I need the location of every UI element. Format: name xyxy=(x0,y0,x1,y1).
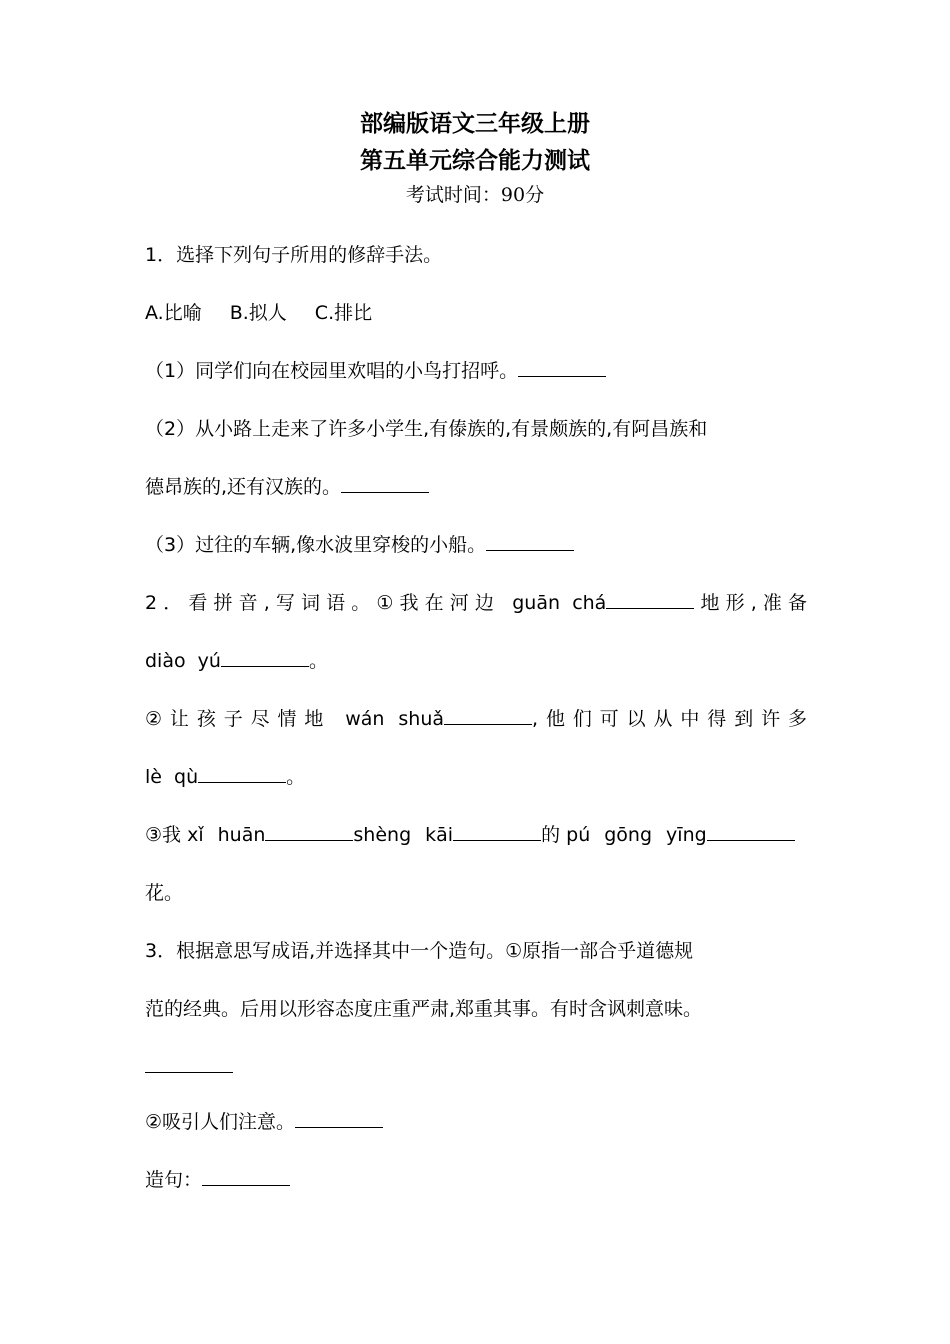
q1-item-3 xyxy=(145,531,807,559)
q2-line-1 xyxy=(145,589,807,617)
q2-de: 的 xyxy=(541,824,561,846)
pinyin: huān xyxy=(217,824,266,846)
q2-line-2 xyxy=(145,705,807,733)
q3-line-2: 范的经典。后用以形容态度庄重严肃,郑重其事。有时含讽刺意味。 xyxy=(145,998,703,1020)
pinyin: yīng xyxy=(666,824,707,846)
q3-make-sentence xyxy=(145,1166,807,1194)
pinyin: xǐ xyxy=(187,824,204,846)
q2-line-3 xyxy=(145,821,807,849)
q3-line-1: 3．根据意思写成语,并选择其中一个造句。①原指一部合乎道德规 xyxy=(145,940,694,962)
q2-line-3-cont: 花。 xyxy=(145,882,184,904)
q1-stem: 1．选择下列句子所用的修辞手法。 xyxy=(145,244,443,266)
q2-line-2-prefix: ②让孩子尽情地 xyxy=(145,708,332,730)
answer-blank[interactable] xyxy=(221,648,309,667)
pinyin: pú xyxy=(566,824,591,846)
answer-blank[interactable] xyxy=(518,358,606,377)
q1-item-1 xyxy=(145,357,807,385)
pinyin: chá xyxy=(572,592,607,614)
q2-line-2-suffix: ,他们可以从中得到许多 xyxy=(532,708,807,730)
answer-blank[interactable] xyxy=(486,532,574,551)
q2-line-3-prefix: ③我 xyxy=(145,824,182,846)
q3-blank-line xyxy=(145,1053,807,1081)
answer-blank[interactable] xyxy=(202,1167,290,1186)
answer-blank[interactable] xyxy=(198,764,286,783)
pinyin: kāi xyxy=(425,824,454,846)
make-sentence-label: 造句： xyxy=(145,1169,203,1191)
q1-option-b: B.拟人 xyxy=(229,302,287,324)
q1-options xyxy=(145,299,807,327)
answer-blank[interactable] xyxy=(707,822,795,841)
exam-time: 考试时间：90分 xyxy=(405,184,545,206)
q1-item-3-text: （3）过往的车辆,像水波里穿梭的小船。 xyxy=(145,534,487,556)
answer-blank[interactable] xyxy=(265,822,353,841)
q3-item-2-text: ②吸引人们注意。 xyxy=(145,1111,296,1133)
pinyin: diào yú xyxy=(145,650,221,672)
q2-line-1-prefix: 2．看拼音,写词语。①我在河边 xyxy=(145,592,501,614)
q2-line-1-cont xyxy=(145,647,807,675)
q1-item-2-line-1: （2）从小路上走来了许多小学生,有傣族的,有景颇族的,有阿昌族和 xyxy=(145,418,708,440)
q1-option-c: C.排比 xyxy=(314,302,373,324)
q1-option-a: A.比喻 xyxy=(145,302,202,324)
q3-item-2 xyxy=(145,1108,807,1136)
answer-blank[interactable] xyxy=(444,706,532,725)
punctuation: 。 xyxy=(286,766,306,788)
answer-blank[interactable] xyxy=(145,1054,233,1073)
q2-line-1-suffix: 地形,准备 xyxy=(694,592,807,614)
pinyin: guān xyxy=(512,592,561,614)
pinyin: shèng xyxy=(353,824,412,846)
pinyin: gōng xyxy=(604,824,653,846)
title-line-2: 第五单元综合能力测试 xyxy=(360,148,590,174)
q1-item-2-text: 德昂族的,还有汉族的。 xyxy=(145,476,342,498)
q1-item-1-text: （1）同学们向在校园里欢唱的小鸟打招呼。 xyxy=(145,360,519,382)
answer-blank[interactable] xyxy=(453,822,541,841)
punctuation: 。 xyxy=(308,650,328,672)
pinyin: shuǎ xyxy=(398,708,445,730)
pinyin: lè qù xyxy=(145,766,199,788)
q1-item-2-line-2 xyxy=(145,473,807,501)
answer-blank[interactable] xyxy=(606,590,694,609)
pinyin: wán xyxy=(345,708,385,730)
title-line-1: 部编版语文三年级上册 xyxy=(360,111,590,137)
answer-blank[interactable] xyxy=(341,474,429,493)
answer-blank[interactable] xyxy=(295,1109,383,1128)
q2-line-2-cont xyxy=(145,763,807,791)
